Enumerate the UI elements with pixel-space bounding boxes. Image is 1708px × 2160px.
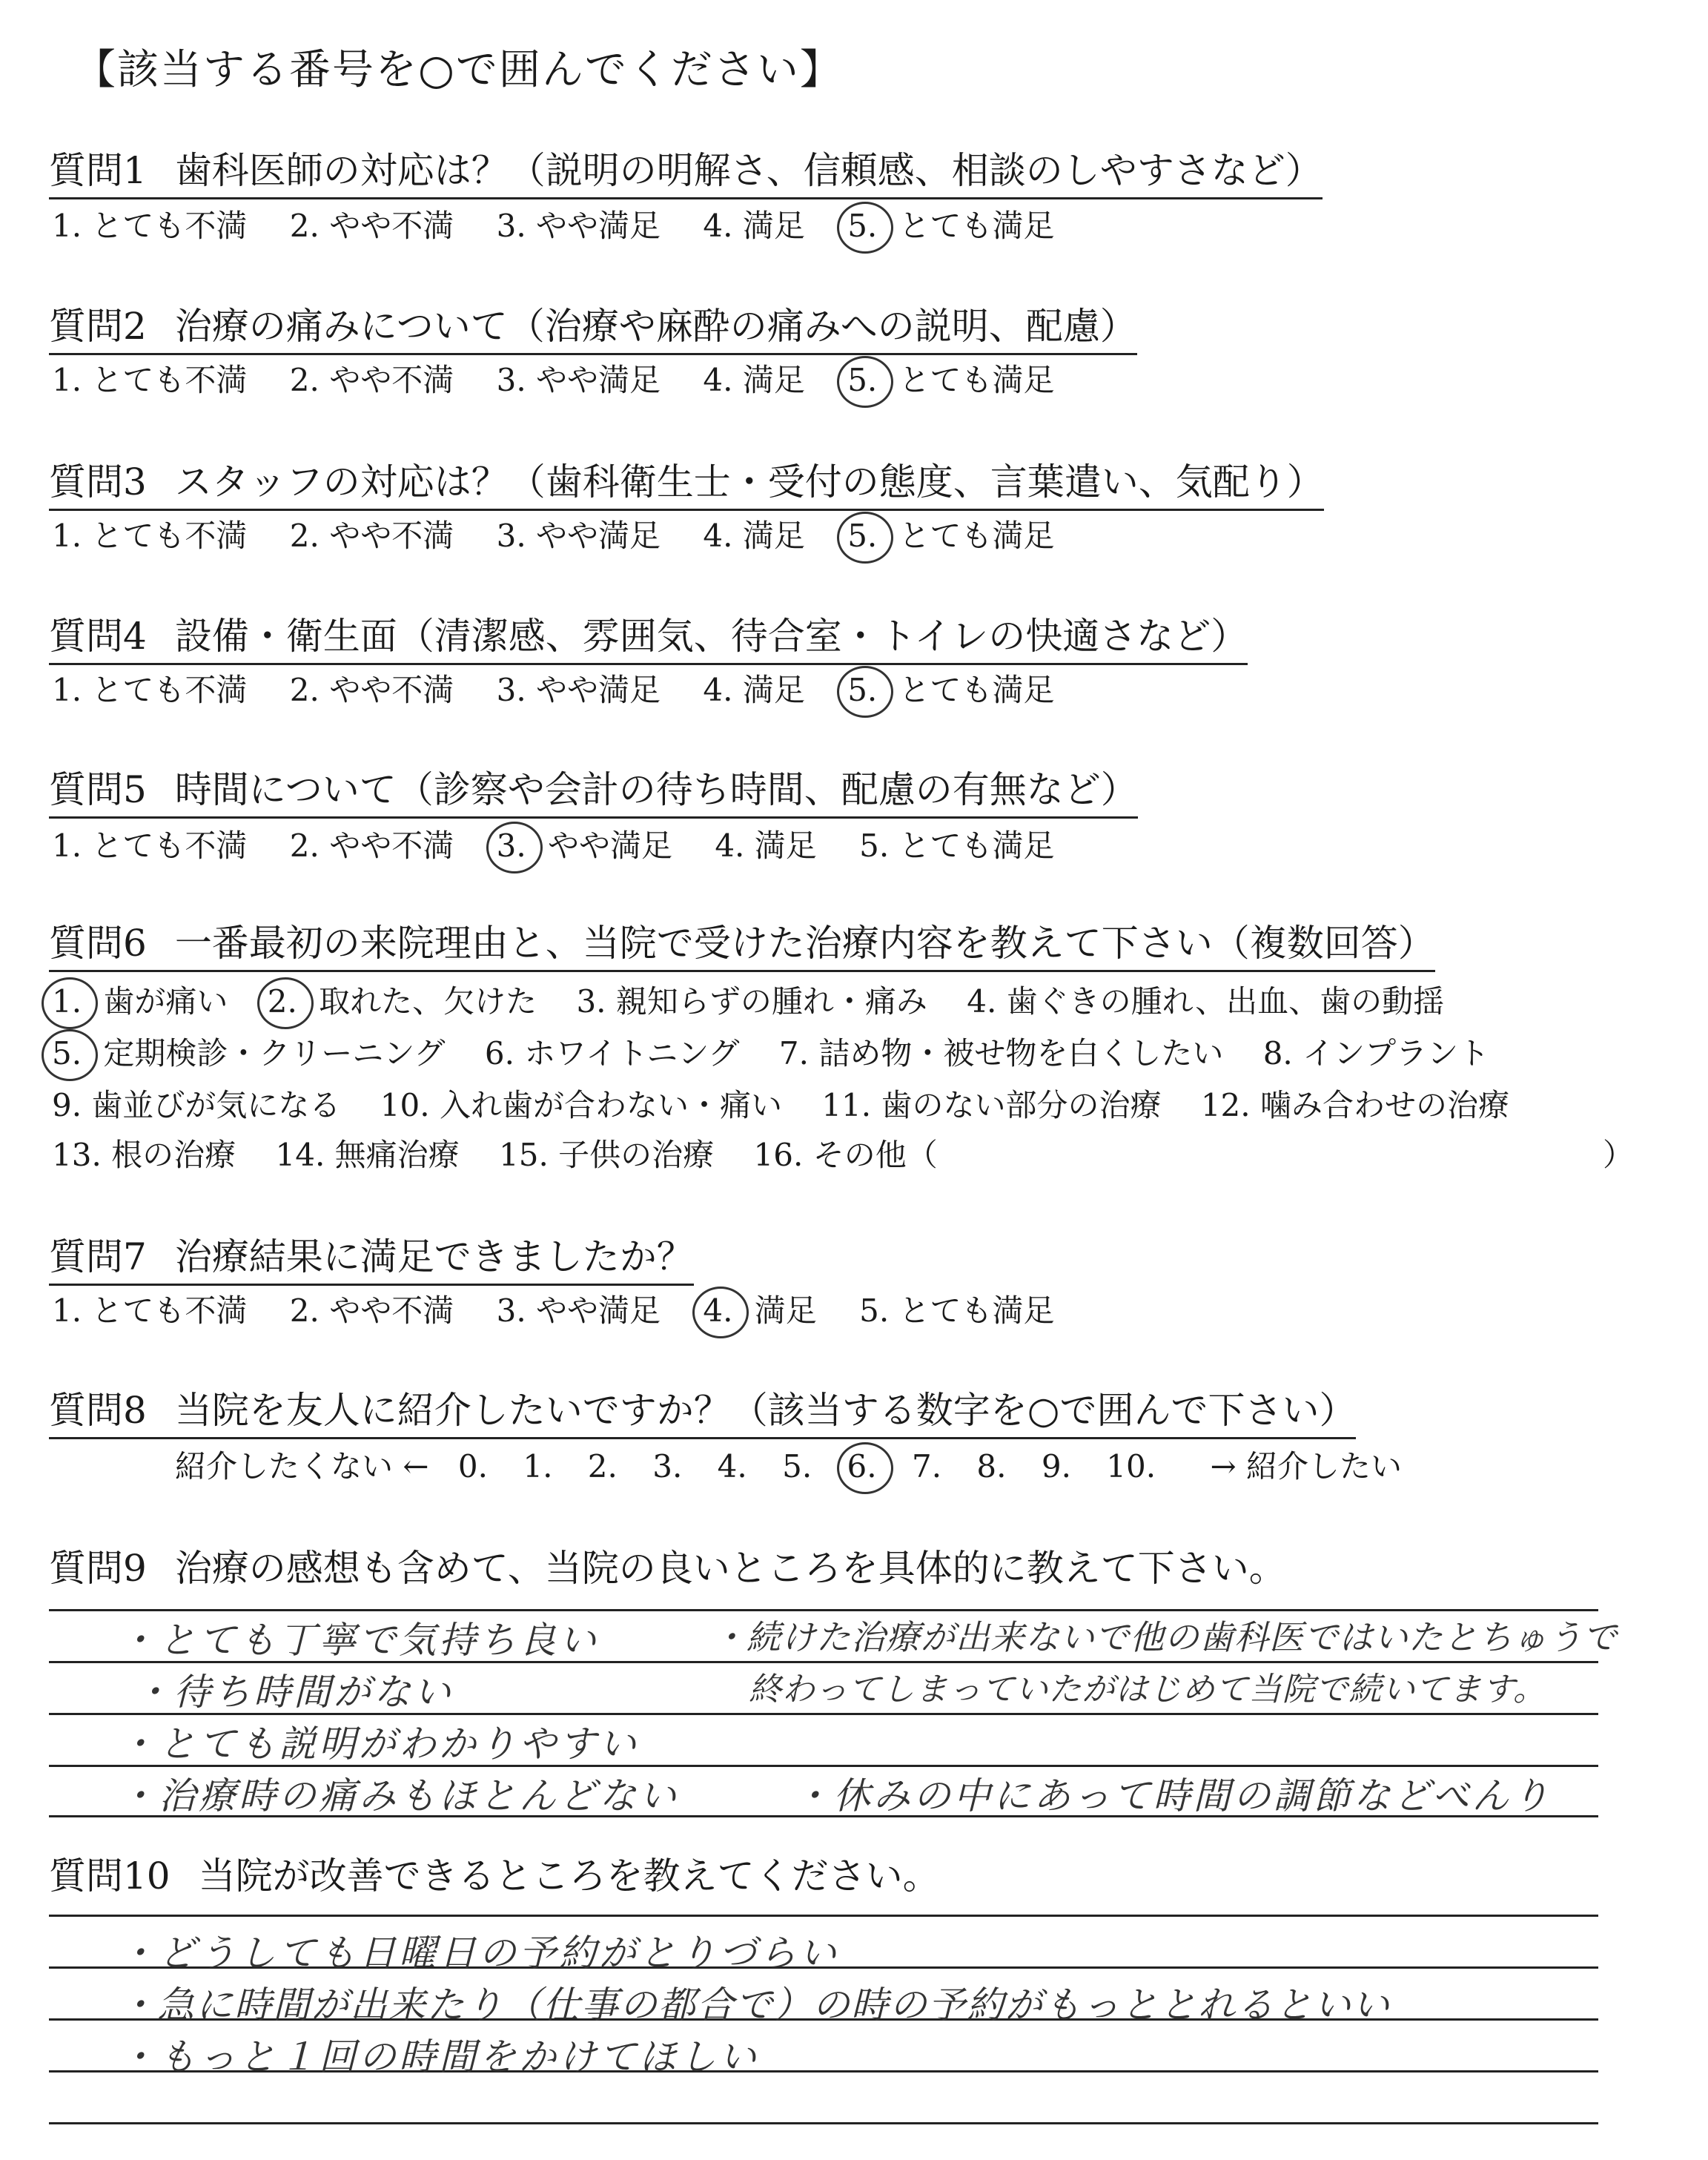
q6-option-7[interactable]: 7. 詰め物・被せ物を白くしたい	[778, 1035, 1224, 1071]
recommend-scale	[156, 1442, 1421, 1487]
q6-option-16[interactable]: 16. その他（	[753, 1137, 938, 1173]
q6-option-4[interactable]: 4. 歯ぐきの腫れ、出血、歯の動揺	[967, 983, 1445, 1020]
scale-4[interactable]: 4.	[717, 1448, 747, 1484]
question-text: 一番最初の来院理由と、当院で受けた治療内容を教えて下さい（複数回答）	[174, 922, 1435, 965]
q10-answer-3: ・もっと１回の時間をかけてほしい	[119, 2035, 759, 2078]
q9-answer-6: ・治療時の痛みもほとんどない	[119, 1774, 679, 1817]
q6-option-11[interactable]: 11. 歯のない部分の治療	[821, 1087, 1162, 1123]
q6-option-2-circled[interactable]: 2. 取れた、欠けた	[267, 983, 537, 1020]
option-1[interactable]: 1. とても不満	[52, 828, 248, 864]
q6-option-14[interactable]: 14. 無痛治療	[275, 1137, 460, 1173]
q9-answer-3: ・待ち時間がない	[133, 1671, 454, 1714]
question-number: 質問4	[49, 615, 147, 658]
scale-1[interactable]: 1.	[523, 1448, 553, 1484]
option-4[interactable]: 4. 満足	[703, 208, 805, 244]
q9-answer-1: ・とても丁寧で気持ち良い	[119, 1619, 599, 1662]
q6-option-3[interactable]: 3. 親知らずの腫れ・痛み	[576, 983, 927, 1020]
option-5-circled[interactable]: 5. とても満足	[847, 362, 1055, 398]
question-2-options	[52, 356, 1088, 400]
option-4[interactable]: 4. 満足	[703, 362, 805, 398]
option-1[interactable]: 1. とても不満	[52, 208, 248, 244]
option-5-circled[interactable]: 5. とても満足	[847, 518, 1055, 554]
option-3[interactable]: 3. やや満足	[496, 672, 661, 708]
option-2[interactable]: 2. やや不満	[289, 828, 454, 864]
option-3[interactable]: 3. やや満足	[496, 518, 661, 554]
option-4[interactable]: 4. 満足	[703, 672, 805, 708]
q10-rule-5	[49, 2122, 1598, 2124]
q6-row-3	[52, 1081, 1539, 1126]
question-number: 質問6	[49, 922, 147, 965]
option-1[interactable]: 1. とても不満	[52, 362, 248, 398]
option-3[interactable]: 3. やや満足	[496, 208, 661, 244]
q9-answer-5: ・とても説明がわかりやすい	[119, 1723, 639, 1766]
question-8-title	[49, 1381, 1356, 1439]
question-text: 当院が改善できるところを教えてください。	[198, 1855, 940, 1898]
scale-2[interactable]: 2.	[587, 1448, 618, 1484]
q10-answer-1: ・どうしても日曜日の予約がとりづらい	[119, 1932, 839, 1975]
scale-7[interactable]: 7.	[911, 1448, 942, 1484]
question-text: 歯科医師の対応は？（説明の明解さ、信頼感、相談のしやすさなど）	[174, 149, 1323, 192]
question-number: 質問1	[49, 149, 147, 192]
option-1[interactable]: 1. とても不満	[52, 672, 248, 708]
q6-option-8[interactable]: 8. インプラント	[1262, 1035, 1490, 1071]
question-7-title	[49, 1227, 694, 1286]
question-5-options	[52, 822, 1088, 866]
option-4-circled[interactable]: 4. 満足	[703, 1292, 817, 1329]
question-number: 質問5	[49, 768, 147, 811]
question-5-title	[49, 760, 1138, 819]
option-2[interactable]: 2. やや不満	[289, 1292, 454, 1329]
q6-option-15[interactable]: 15. 子供の治療	[499, 1137, 715, 1173]
question-text: スタッフの対応は？（歯科衛生士・受付の態度、言葉遣い、気配り）	[174, 460, 1324, 503]
option-5-circled[interactable]: 5. とても満足	[847, 208, 1055, 244]
scale-0[interactable]: 0.	[457, 1448, 488, 1484]
q6-option-1-circled[interactable]: 1. 歯が痛い	[52, 983, 228, 1020]
question-3-options	[52, 512, 1088, 556]
question-number: 質問8	[49, 1389, 147, 1432]
option-4[interactable]: 4. 満足	[703, 518, 805, 554]
scale-right-label: → 紹介したい	[1210, 1448, 1402, 1484]
q6-option-6[interactable]: 6. ホワイトニング	[484, 1035, 740, 1071]
option-3[interactable]: 3. やや満足	[496, 1292, 661, 1329]
option-4[interactable]: 4. 満足	[715, 828, 817, 864]
question-4-options	[52, 666, 1088, 710]
q9-answer-2: ・続けた治療が出来ないで他の歯科医ではいたとちゅうで	[712, 1617, 1618, 1657]
option-3[interactable]: 3. やや満足	[496, 362, 661, 398]
q6-option-13[interactable]: 13. 根の治療	[52, 1137, 236, 1173]
question-text: 当院を友人に紹介したいですか？（該当する数字を○で囲んで下さい）	[174, 1389, 1357, 1432]
question-7-options	[52, 1287, 1088, 1331]
question-1-title	[49, 141, 1323, 199]
question-6-title	[49, 914, 1435, 972]
question-number: 質問7	[49, 1235, 147, 1278]
question-text: 治療の感想も含めて、当院の良いところを具体的に教えて下さい。	[174, 1547, 1286, 1590]
option-1[interactable]: 1. とても不満	[52, 1292, 248, 1329]
option-2[interactable]: 2. やや不満	[289, 518, 454, 554]
q10-rule-1	[49, 1915, 1598, 1917]
q9-answer-7: ・休みの中にあって時間の調節などべんり	[793, 1774, 1552, 1817]
q6-row-1	[52, 977, 1474, 1022]
scale-10[interactable]: 10.	[1106, 1448, 1156, 1484]
question-text: 設備・衛生面（清潔感、雰囲気、待合室・トイレの快適さなど）	[174, 615, 1248, 658]
scale-left-label: 紹介したくない ←	[175, 1448, 429, 1484]
scale-6-circled[interactable]: 6.	[847, 1448, 877, 1484]
question-text: 治療結果に満足できましたか？	[174, 1235, 694, 1278]
question-number: 質問3	[49, 460, 147, 503]
option-2[interactable]: 2. やや不満	[289, 672, 454, 708]
scale-9[interactable]: 9.	[1041, 1448, 1071, 1484]
question-text: 治療の痛みについて（治療や麻酔の痛みへの説明、配慮）	[174, 305, 1137, 348]
question-9-title	[49, 1539, 1286, 1592]
option-5[interactable]: 5. とても満足	[859, 1292, 1055, 1329]
question-1-options	[52, 202, 1088, 246]
q6-option-10[interactable]: 10. 入れ歯が合わない・痛い	[380, 1087, 782, 1123]
question-4-title	[49, 607, 1248, 665]
question-number: 質問2	[49, 305, 147, 348]
option-5-circled[interactable]: 5. とても満足	[847, 672, 1055, 708]
page-heading: 【該当する番号を○で囲んでください】	[74, 46, 843, 94]
question-text: 時間について（診察や会計の待ち時間、配慮の有無など）	[174, 768, 1138, 811]
option-2[interactable]: 2. やや不満	[289, 362, 454, 398]
q10-answer-2: ・急に時間が出来たり（仕事の都合で）の時の予約がもっととれるといい	[119, 1984, 1391, 2027]
q9-answer-4: 終わってしまっていたがはじめて当院で続いてます。	[749, 1671, 1547, 1708]
question-number: 質問9	[49, 1547, 147, 1590]
option-5[interactable]: 5. とても満足	[859, 828, 1055, 864]
q6-other-close-paren: ）	[1603, 1137, 1635, 1173]
option-3-circled[interactable]: 3. やや満足	[496, 828, 672, 864]
question-3-title	[49, 452, 1324, 511]
q6-row-2	[52, 1029, 1519, 1074]
q6-option-9[interactable]: 9. 歯並びが気になる	[52, 1087, 341, 1123]
q6-option-12[interactable]: 12. 噛み合わせの治療	[1200, 1087, 1509, 1123]
question-number: 質問10	[49, 1855, 171, 1898]
option-1[interactable]: 1. とても不満	[52, 518, 248, 554]
q6-option-5-circled[interactable]: 5. 定期検診・クリーニング	[52, 1035, 446, 1071]
scale-8[interactable]: 8.	[976, 1448, 1007, 1484]
option-2[interactable]: 2. やや不満	[289, 208, 454, 244]
scale-3[interactable]: 3.	[652, 1448, 683, 1484]
question-10-title	[49, 1846, 940, 1900]
scale-5[interactable]: 5.	[782, 1448, 812, 1484]
question-2-title	[49, 297, 1137, 355]
q6-row-4	[52, 1131, 967, 1175]
